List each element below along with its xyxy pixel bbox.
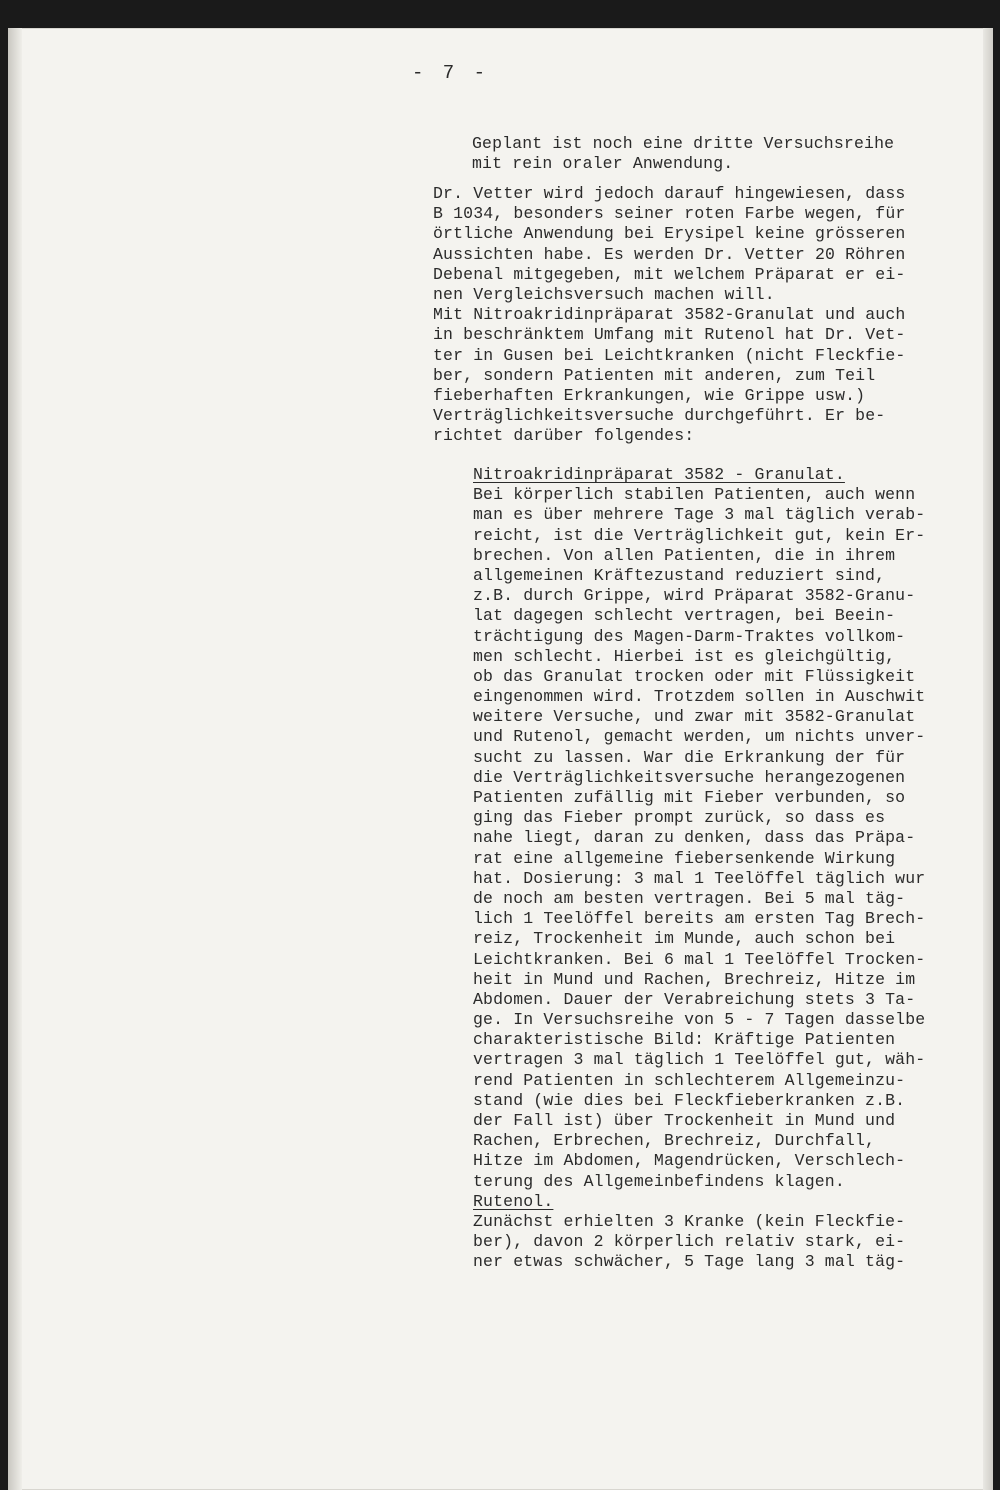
page-number: - 7 - <box>412 62 490 84</box>
text-line: nen Vergleichsversuch machen will. <box>433 284 775 304</box>
text-line: richtet darüber folgendes: <box>433 426 695 446</box>
text-line: trächtigung des Magen-Darm-Traktes vollkom- <box>473 626 906 646</box>
text-line: lat dagegen schlecht vertragen, bei Beein- <box>473 606 896 626</box>
text-line: z.B. durch Grippe, wird Präparat 3582-Granu- <box>473 586 916 606</box>
text-line: die Verträglichkeitsversuche herangezogenen <box>473 767 906 787</box>
text-line: de noch am besten vertragen. Bei 5 mal täg- <box>473 888 906 908</box>
text-line: ber, sondern Patienten mit anderen, zum Teil <box>433 365 876 385</box>
text-line: Leichtkranken. Bei 6 mal 1 Teelöffel Trocken- <box>473 949 926 969</box>
text-line: und Rutenol, gemacht werden, um nichts unver- <box>473 727 926 747</box>
intro-paragraph <box>472 134 894 174</box>
text-line: in beschränktem Umfang mit Rutenol hat Dr. Vet- <box>433 325 906 345</box>
text-line: reicht, ist die Verträglichkeit gut, kein Er- <box>473 525 926 545</box>
text-line: B 1034, besonders seiner roten Farbe wegen, für <box>433 204 906 224</box>
text-line: ber), davon 2 körperlich relativ stark, ei- <box>473 1232 906 1252</box>
text-line: vertragen 3 mal täglich 1 Teelöffel gut, wäh- <box>473 1050 926 1070</box>
text-line: brechen. Von allen Patienten, die in ihrem <box>473 545 896 565</box>
text-line: ging das Fieber prompt zurück, so dass es <box>473 808 886 828</box>
text-line: der Fall ist) über Trockenheit in Mund und <box>473 1111 896 1130</box>
text-line: örtliche Anwendung bei Erysipel keine grösseren <box>433 224 906 244</box>
text-line: terung des Allgemeinbefindens klagen. <box>473 1171 845 1191</box>
text-line: Rachen, Erbrechen, Brechreiz, Durchfall, <box>473 1131 876 1151</box>
text-line: Patienten zufällig mit Fieber verbunden, so <box>473 788 906 807</box>
text-line: ge. In Versuchsreihe von 5 - 7 Tagen dasselbe <box>473 1010 926 1030</box>
text-line: Bei körperlich stabilen Patienten, auch wenn <box>473 485 916 505</box>
text-line: charakteristische Bild: Kräftige Patienten <box>473 1030 896 1050</box>
text-line: reiz, Trockenheit im Munde, auch schon bei <box>473 929 896 949</box>
text-line: Debenal mitgegeben, mit welchem Präparat er ei- <box>433 264 906 284</box>
text-line: Hitze im Abdomen, Magendrücken, Verschlech- <box>473 1151 906 1171</box>
text-line: men schlecht. Hierbei ist es gleichgültig, <box>473 646 896 666</box>
text-line: heit in Mund und Rachen, Brechreiz, Hitze im <box>473 969 916 989</box>
text-line: lich 1 Teelöffel bereits am ersten Tag Brech- <box>473 909 926 929</box>
text-line: mit rein oraler Anwendung. <box>472 154 734 174</box>
text-line: ob das Granulat trocken oder mit Flüssigkeit <box>473 666 916 686</box>
text-line: Geplant ist noch eine dritte Versuchsreihe <box>472 134 895 153</box>
text-line: stand (wie dies bei Fleckfieberkranken z.B. <box>473 1090 906 1110</box>
text-line: allgemeinen Kräftezustand reduziert sind, <box>473 565 886 585</box>
text-line: Mit Nitroakridinpräparat 3582-Granulat und auch <box>433 305 906 325</box>
text-line: Verträglichkeitsversuche durchgeführt. Er be- <box>433 406 886 426</box>
text-line: ner etwas schwächer, 5 Tage lang 3 mal täg- <box>473 1252 906 1272</box>
text-line: fieberhaften Erkrankungen, wie Grippe usw.) <box>433 385 866 405</box>
text-line: eingenommen wird. Trotzdem sollen in Auschwit <box>473 687 926 707</box>
section-heading-granulat: Nitroakridinpräparat 3582 - Granulat. <box>473 465 845 484</box>
text-line: weitere Versuche, und zwar mit 3582-Granulat <box>473 707 916 727</box>
section-heading-rutenol: Rutenol. <box>473 1191 554 1211</box>
text-line: ter in Gusen bei Leichtkranken (nicht Fleckfie- <box>433 345 906 365</box>
page-edge <box>983 28 993 1490</box>
text-line: Aussichten habe. Es werden Dr. Vetter 20 Röhren <box>433 244 906 264</box>
text-line: sucht zu lassen. War die Erkrankung der für <box>473 747 906 767</box>
text-line: rend Patienten in schlechterem Allgemeinzu- <box>473 1070 906 1090</box>
text-line: man es über mehrere Tage 3 mal täglich verab- <box>473 505 926 525</box>
report-paragraph <box>473 465 925 1273</box>
text-line: hat. Dosierung: 3 mal 1 Teelöffel täglich wur <box>473 868 926 888</box>
text-line: Dr. Vetter wird jedoch darauf hingewiesen, dass <box>433 184 906 203</box>
page-binding-shadow <box>8 28 22 1490</box>
text-line: Zunächst erhielten 3 Kranke (kein Fleckfie- <box>473 1211 906 1231</box>
text-line: nahe liegt, daran zu denken, dass das Präpa- <box>473 828 916 848</box>
main-paragraph <box>433 184 905 446</box>
text-line: rat eine allgemeine fiebersenkende Wirkung <box>473 848 896 868</box>
text-line: Abdomen. Dauer der Verabreichung stets 3 Ta- <box>473 989 916 1009</box>
